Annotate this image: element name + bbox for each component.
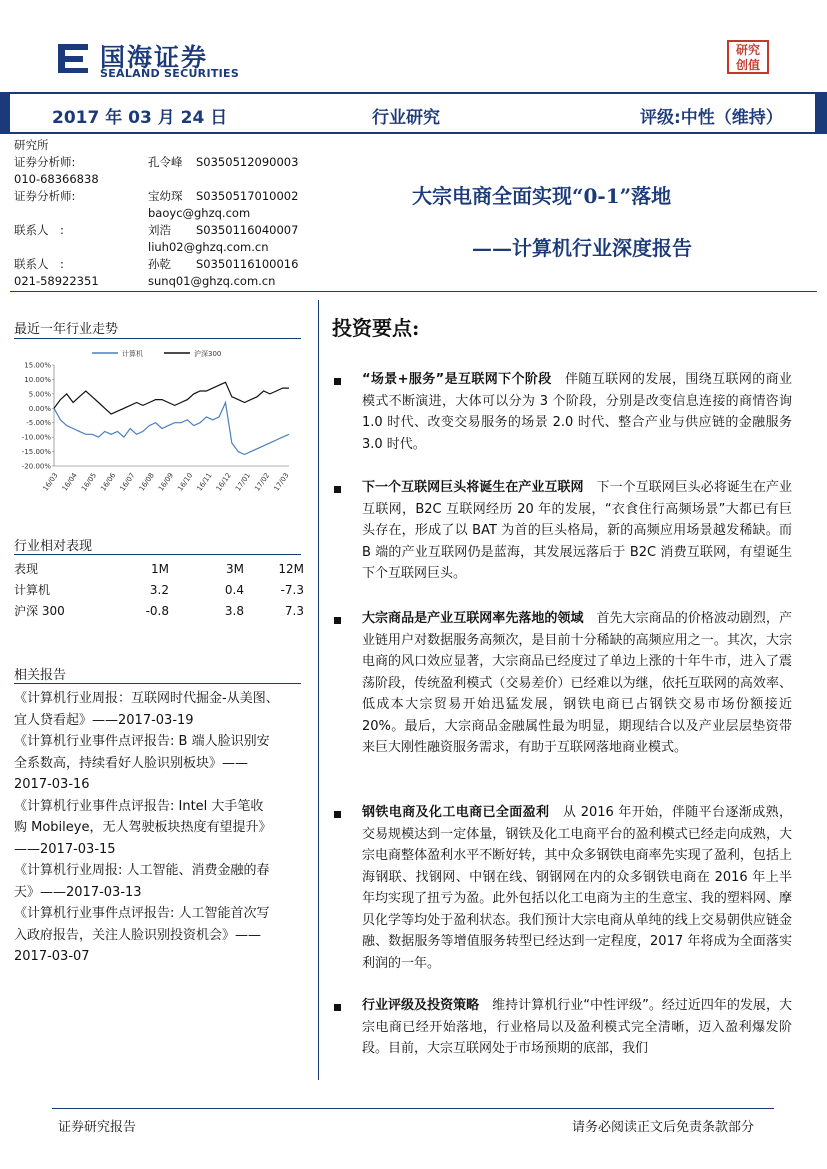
point-title: “场景+服务”是互联网下个阶段 <box>362 372 552 387</box>
table-cell: 3.8 <box>224 603 244 618</box>
contact-id: S0350512090003 <box>196 155 299 169</box>
bullet-icon <box>334 617 341 624</box>
legend-label: 沪深300 <box>194 350 222 358</box>
table-row <box>14 600 304 621</box>
contact-id: S0350116040007 <box>196 223 299 237</box>
table-cell: 7.3 <box>284 603 304 618</box>
x-tick-label: 17/02 <box>253 471 272 493</box>
related-label: 相关报告 <box>14 668 67 683</box>
y-tick-label: 0.00% <box>28 404 51 413</box>
divider <box>10 291 817 292</box>
contact-phone: 021-58922351 <box>14 274 99 288</box>
seal-stamp: 研究 创值 <box>727 40 769 74</box>
x-tick-label: 16/10 <box>176 471 195 493</box>
related-line[interactable]: 天》——2017-03-13 <box>14 884 142 900</box>
point-title: 钢铁电商及化工电商已全面盈利 <box>362 805 550 820</box>
divider <box>14 683 301 684</box>
bullet-icon <box>334 486 341 493</box>
contact-email: baoyc@ghzq.com <box>148 206 251 220</box>
x-tick-label: 16/04 <box>60 471 79 493</box>
related-line[interactable]: 2017-03-16 <box>14 777 90 792</box>
x-tick-label: 16/07 <box>118 471 137 493</box>
related-line[interactable]: 宜人贷看起》——2017-03-19 <box>14 712 194 728</box>
x-tick-label: 17/03 <box>272 471 291 493</box>
related-line[interactable]: 《计算机行业事件点评报告: Intel 大手笔收 <box>14 798 264 814</box>
related-line[interactable]: 2017-03-07 <box>14 949 90 964</box>
point-text: 伴随互联网的发展，围绕互联网的商业模式不断演进，大体可以分为 3 个阶段，分别是改变信息连接的商情咨询 1.0 时代、改变交易服务的场景 2.0 时代、整合产业与供应链的金融服务 3.0 时代。 <box>362 372 792 452</box>
y-tick-label: -20.00% <box>21 462 51 471</box>
contact-role: 联系人 : <box>14 223 64 237</box>
investment-point <box>362 802 792 974</box>
point-title: 下一个互联网巨头将诞生在产业互联网 <box>362 480 584 495</box>
logo-icon <box>55 40 91 76</box>
y-tick-label: -15.00% <box>21 448 51 457</box>
y-tick-label: 5.00% <box>28 390 51 399</box>
bullet-icon <box>334 811 341 818</box>
series-line <box>54 403 289 455</box>
x-tick-label: 16/09 <box>157 471 176 493</box>
related-line[interactable]: 《计算机行业周报: 人工智能、消费金融的春 <box>14 863 270 878</box>
report-title: 大宗电商全面实现“0-1”落地 <box>412 184 672 208</box>
x-tick-label: 16/03 <box>41 471 60 493</box>
contact-name: 孔令峰 <box>148 155 183 169</box>
related-line[interactable]: 购 Mobileye，无人驾驶板块热度有望提升》 <box>14 820 272 835</box>
report-type: 行业研究 <box>372 108 440 128</box>
table-header: 3M <box>226 561 244 576</box>
x-tick-label: 16/11 <box>195 471 214 493</box>
table-cell: 沪深 300 <box>14 604 65 618</box>
related-line[interactable]: 《计算机行业事件点评报告: B 端人脸识别安 <box>14 734 270 749</box>
contact-id: S0350116100016 <box>196 257 299 271</box>
bullet-icon <box>334 1004 341 1011</box>
performance-label: 行业相对表现 <box>14 539 93 554</box>
y-tick-label: 15.00% <box>24 361 51 370</box>
table-cell: 计算机 <box>14 583 51 597</box>
related-line[interactable]: 《计算机行业周报：互联网时代掘金-从美图、 <box>14 691 279 706</box>
point-text: 下一个互联网巨头必将诞生在产业互联网，B2C 互联网经历 20 年的发展，“衣食住行高频场景”大都已有巨头存在，形成了以 BAT 为首的巨头格局，新的高频应用场景越发稀缺。而 B 端的产业互联网仍是蓝海，其发展远落后于 B2C 消费互联网，有望诞生下个互联网巨头。 <box>362 480 792 581</box>
series-line <box>54 382 289 414</box>
footer-divider <box>52 1108 774 1109</box>
x-tick-label: 16/12 <box>214 471 233 493</box>
point-text: 维持计算机行业“中性评级”。经过近四年的发展，大宗电商已经开始落地，行业格局以及盈利模式完全清晰，迈入盈利爆发阶段。目前，大宗互联网处于市场预期的底部，我们 <box>362 998 792 1056</box>
investment-point <box>362 477 792 585</box>
bullet-icon <box>334 378 341 385</box>
performance-table <box>14 558 304 621</box>
divider <box>14 554 301 555</box>
point-title: 大宗商品是产业互联网率先落地的领域 <box>362 611 584 626</box>
related-line[interactable]: ——2017-03-15 <box>14 841 116 857</box>
table-cell: -7.3 <box>280 582 304 597</box>
trend-chart <box>14 345 301 495</box>
contact-phone: 010-68366838 <box>14 172 99 186</box>
x-tick-label: 16/08 <box>137 471 156 493</box>
contact-role: 证券分析师: <box>14 155 76 169</box>
investment-point <box>362 608 792 759</box>
contact-id: S0350517010002 <box>196 189 299 203</box>
investment-heading: 投资要点: <box>332 316 420 340</box>
footer-right: 请务必阅读正文后免责条款部分 <box>572 1120 755 1135</box>
logo-name-en: SEALAND SECURITIES <box>100 67 240 80</box>
investment-point <box>362 369 792 455</box>
report-subtitle: ——计算机行业深度报告 <box>472 236 692 260</box>
y-tick-label: -5.00% <box>26 419 51 428</box>
y-tick-label: -10.00% <box>21 433 51 442</box>
footer-left: 证券研究报告 <box>58 1120 137 1135</box>
related-line[interactable]: 《计算机行业事件点评报告: 人工智能首次写 <box>14 906 270 921</box>
y-tick-label: 10.00% <box>24 375 51 384</box>
related-list <box>14 688 306 968</box>
contact-email: sunq01@ghzq.com.cn <box>148 274 276 288</box>
table-header: 1M <box>151 561 169 576</box>
x-tick-label: 16/05 <box>80 471 99 493</box>
report-date: 2017 年 03 月 24 日 <box>52 108 228 128</box>
column-divider <box>318 300 319 1080</box>
trend-label: 最近一年行业走势 <box>14 322 119 337</box>
report-rating: 评级:中性（维持） <box>640 108 783 128</box>
contact-name: 刘浩 <box>148 223 171 237</box>
table-header-row <box>14 558 304 579</box>
table-header: 12M <box>278 561 304 576</box>
legend-label: 计算机 <box>122 350 143 358</box>
point-text: 从 2016 年开始，伴随平台逐渐成熟，交易规模达到一定体量，钢铁及化工电商平台的盈利模式已经走向成熟，大宗电商整体盈利水平不断好转，其中众多钢铁电商率先实现了盈利，包括上海钢联、找钢网、中钢在线、钢钢网在内的众多钢铁电商在 2016 年上半年均实现了扭亏为盈。此外包括以化工电商为主的生意宝、我的塑料网、摩贝化学等均处于盈利状态。我们预计大宗电商从单纯的线上交易朝供应链金融、数据服务等增值服务转型已经达到一定程度，2017 年将成为全面落实利润的一年。 <box>362 805 792 971</box>
institute-label: 研究所 <box>14 138 49 152</box>
table-cell: -0.8 <box>145 603 169 618</box>
related-line[interactable]: 全系数高，持续看好人脸识别板块》—— <box>14 755 249 771</box>
investment-point <box>362 995 792 1061</box>
point-title: 行业评级及投资策略 <box>362 998 480 1013</box>
table-row <box>14 579 304 600</box>
table-cell: 0.4 <box>224 582 244 597</box>
contact-role: 证券分析师: <box>14 189 76 203</box>
contact-role: 联系人 : <box>14 257 64 271</box>
table-header: 表现 <box>14 562 39 576</box>
contact-name: 孙乾 <box>148 257 171 271</box>
x-tick-label: 17/01 <box>234 471 253 493</box>
table-cell: 3.2 <box>149 582 169 597</box>
logo-name-cn: 国海证券 <box>100 43 209 72</box>
point-text: 首先大宗商品的价格波动剧烈，产业链用户对数据服务高频次，是目前十分稀缺的高频应用之一。其次，大宗电商的风口效应显著，大宗商品已经度过了单边上涨的十年牛市，进入了震荡阶段，传统盈利模式（交易差价）已经难以为继，依托互联网的高效率、低成本大宗贸易开始迅猛发展，钢铁电商已占钢铁交易市场份额接近 20%。最后，大宗商品金融属性最为明显，期现结合以及产业层层垫资带来巨大刚性融资服务需求，有助于互联网落地商业模式。 <box>362 611 792 755</box>
x-tick-label: 16/06 <box>99 471 118 493</box>
contact-name: 宝幼琛 <box>148 189 183 203</box>
divider <box>14 338 301 339</box>
contact-email: liuh02@ghzq.com.cn <box>148 240 269 254</box>
related-line[interactable]: 入政府报告，关注人脸识别投资机会》—— <box>14 927 262 943</box>
